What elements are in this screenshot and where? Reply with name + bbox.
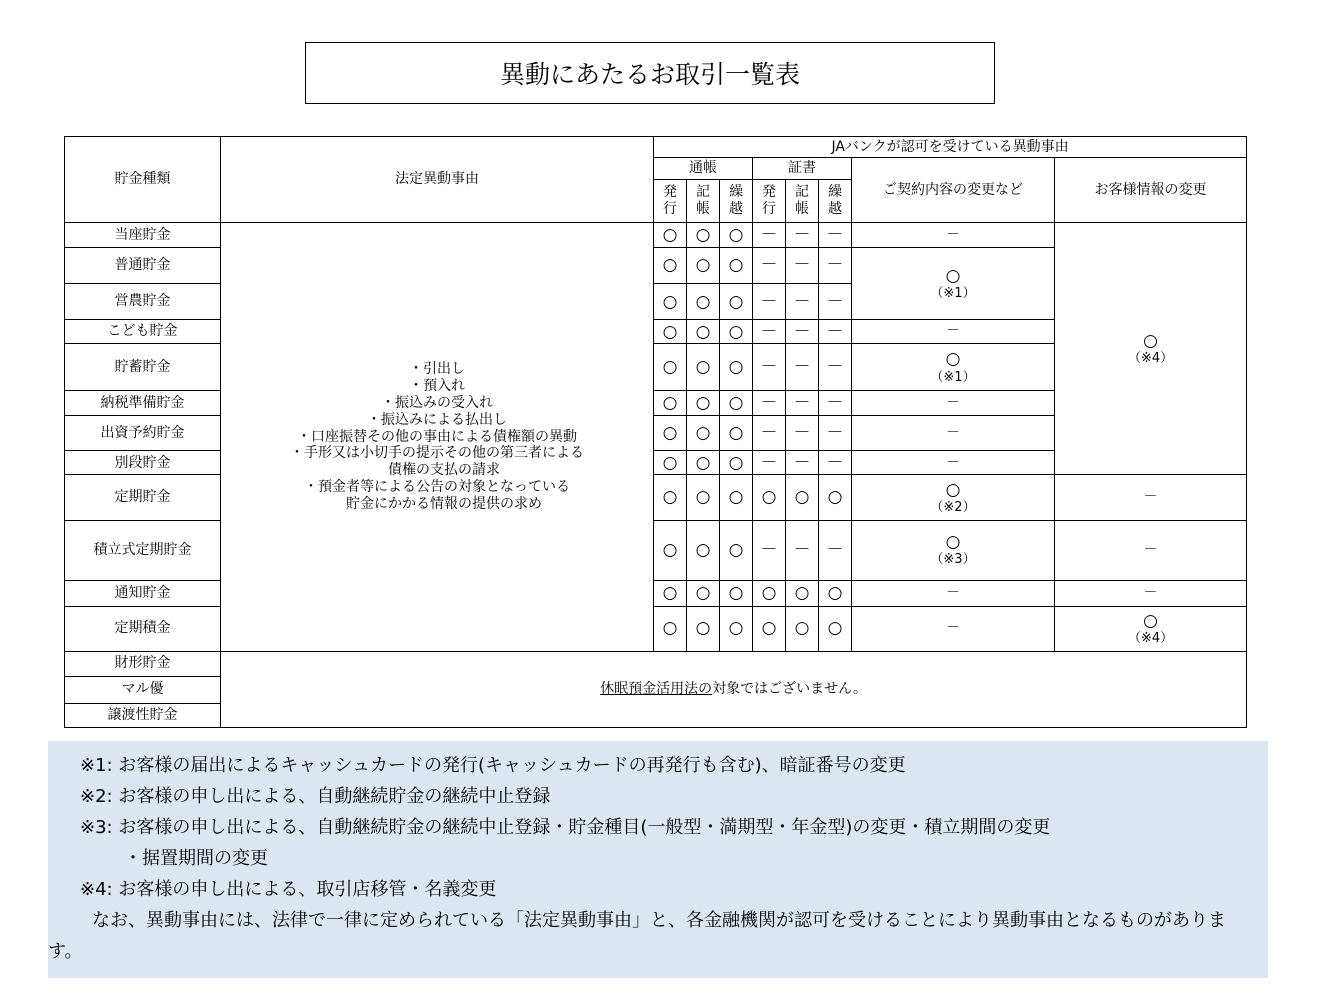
header-type: 貯金種類 [65, 137, 221, 223]
row-name: 貯蓄貯金 [65, 344, 221, 391]
mark-cell: ○ [720, 580, 753, 606]
row-name: 営農貯金 [65, 284, 221, 320]
excluded-note [221, 651, 1247, 727]
row-name: 当座貯金 [65, 223, 221, 248]
contract-cell: － [852, 606, 1055, 651]
circle-mark: ○ [945, 532, 961, 553]
mark-cell: ○ [819, 580, 852, 606]
header-passbook-issue: 発 行 [654, 180, 687, 223]
mark-cell: － [819, 416, 852, 451]
header-legal-reasons: 法定異動事由 [221, 137, 654, 223]
mark-cell: ○ [753, 580, 786, 606]
dormant-deposit-law-link[interactable]: 休眠預金活用法の [600, 680, 713, 697]
mark-cell: ○ [720, 475, 753, 520]
mark-cell: － [819, 520, 852, 580]
mark-cell: ○ [687, 520, 720, 580]
mark-cell: － [753, 284, 786, 320]
row-name: 積立式定期貯金 [65, 520, 221, 580]
mark-cell: ○ [687, 248, 720, 284]
footnote-4: ※4: お客様の申し出による、取引店移管・名義変更 [80, 879, 497, 900]
mark-cell: ○ [687, 223, 720, 248]
circle-mark: ○ [945, 349, 961, 370]
mark-cell: ○ [654, 451, 687, 475]
mark-cell: ○ [720, 520, 753, 580]
legal-reason-item: ・預入れ [409, 378, 465, 395]
footnote-3: ※3: お客様の申し出による、自動継続貯金の継続中止登録・貯金種目(一般型・満期型・年金型)の変更・積立期間の変更 [80, 817, 1051, 838]
header-certificate-issue: 発 行 [753, 180, 786, 223]
mark-cell: ○ [687, 606, 720, 651]
legal-reason-item: ・預金者等による公告の対象となっている [304, 478, 570, 495]
legal-reason-item: ・手形又は小切手の提示その他の第三者による [290, 445, 584, 462]
mark-cell: － [786, 520, 819, 580]
row-name: 通知貯金 [65, 580, 221, 606]
legal-reasons-list [221, 223, 654, 652]
contract-cell: － [852, 223, 1055, 248]
row-name: 定期貯金 [65, 475, 221, 520]
mark-cell: ○ [786, 580, 819, 606]
mark-cell: － [753, 344, 786, 391]
mark-cell: ○ [786, 606, 819, 651]
mark-cell: ○ [687, 580, 720, 606]
customer-cell [1055, 606, 1247, 651]
mark-cell: － [753, 248, 786, 284]
mark-cell: － [753, 451, 786, 475]
header-contract-change: ご契約内容の変更など [852, 158, 1055, 223]
mark-cell: － [819, 284, 852, 320]
row-name: こども貯金 [65, 320, 221, 344]
circle-mark: ○ [1143, 610, 1158, 631]
mark-cell: － [753, 520, 786, 580]
mark-cell: ○ [687, 416, 720, 451]
mark-cell: － [786, 416, 819, 451]
header-certificate-record: 記 帳 [786, 180, 819, 223]
contract-cell [852, 520, 1055, 580]
row-name: 譲渡性貯金 [65, 703, 221, 727]
contract-cell: － [852, 580, 1055, 606]
legal-reason-item: ・振込みの受入れ [381, 394, 493, 411]
header-customer-info: お客様情報の変更 [1055, 158, 1247, 223]
footnote-2: ※2: お客様の申し出による、自動継続貯金の継続中止登録 [80, 786, 551, 807]
mark-cell: ○ [720, 606, 753, 651]
contract-cell: － [852, 451, 1055, 475]
contract-cell: － [852, 320, 1055, 344]
mark-cell: － [786, 284, 819, 320]
mark-cell: ○ [654, 320, 687, 344]
mark-cell: － [819, 320, 852, 344]
circle-mark: ○ [945, 265, 961, 286]
mark-cell: ○ [687, 475, 720, 520]
mark-cell: ○ [720, 344, 753, 391]
mark-cell: － [786, 344, 819, 391]
mark-cell: ○ [753, 606, 786, 651]
mark-cell: － [786, 223, 819, 248]
mark-cell: ○ [720, 248, 753, 284]
customer-cell: － [1055, 520, 1247, 580]
mark-cell: ○ [720, 416, 753, 451]
mark-cell: － [786, 248, 819, 284]
row-name: 普通貯金 [65, 248, 221, 284]
mark-cell: ○ [654, 284, 687, 320]
legal-reason-item-cont: 貯金にかかる情報の提供の求め [346, 495, 542, 512]
mark-cell: － [786, 320, 819, 344]
mark-cell: ○ [654, 223, 687, 248]
mark-cell: ○ [720, 391, 753, 416]
mark-cell: ○ [753, 475, 786, 520]
mark-cell: － [786, 391, 819, 416]
closing-note: なお、異動事由には、法律で一律に定められている「法定異動事由」と、各金融機関が認可を受けることにより異動事由となるものがあります。 [48, 910, 1226, 962]
row-name: マル優 [65, 676, 221, 703]
page-title-text: 異動にあたるお取引一覧表 [499, 60, 800, 89]
footnote-3-cont: ・据置期間の変更 [124, 848, 268, 869]
footnotes-panel [48, 741, 1268, 978]
contract-cell [852, 475, 1055, 520]
mark-cell: ○ [786, 475, 819, 520]
mark-cell: － [819, 223, 852, 248]
footnote-1: ※1: お客様の届出によるキャッシュカードの発行(キャッシュカードの再発行も含む)、暗証番号の変更 [80, 755, 906, 776]
mark-cell: ○ [654, 416, 687, 451]
contract-cell: － [852, 416, 1055, 451]
note-ref: （※4） [1127, 351, 1174, 367]
legal-reason-item-cont: 債権の支払の請求 [388, 462, 500, 479]
mark-cell: ○ [819, 475, 852, 520]
header-certificate-carry: 繰 越 [819, 180, 852, 223]
excluded-note-text: 対象ではございません。 [712, 680, 867, 697]
header-passbook-record: 記 帳 [687, 180, 720, 223]
mark-cell: ○ [654, 580, 687, 606]
note-ref: （※1） [930, 369, 976, 385]
mark-cell: － [753, 416, 786, 451]
note-ref: （※1） [930, 286, 976, 302]
header-ja-reasons: JAバンクが認可を受けている異動事由 [654, 137, 1247, 158]
mark-cell: ○ [687, 451, 720, 475]
circle-mark: ○ [945, 479, 961, 500]
customer-cell: － [1055, 475, 1247, 520]
header-passbook: 通帳 [654, 158, 753, 180]
mark-cell: － [753, 391, 786, 416]
mark-cell: － [753, 223, 786, 248]
mark-cell: － [753, 320, 786, 344]
mark-cell: ○ [687, 344, 720, 391]
legal-reason-item: ・口座振替その他の事由による債権額の異動 [297, 428, 577, 445]
mark-cell: ○ [720, 320, 753, 344]
mark-cell: ○ [687, 284, 720, 320]
mark-cell: － [819, 451, 852, 475]
contract-cell: － [852, 391, 1055, 416]
customer-cell [1055, 223, 1247, 475]
note-ref: （※4） [1127, 631, 1174, 647]
mark-cell: － [819, 344, 852, 391]
mark-cell: － [819, 391, 852, 416]
note-ref: （※2） [930, 499, 976, 515]
row-name: 財形貯金 [65, 651, 221, 676]
mark-cell: ○ [720, 451, 753, 475]
page-title [305, 42, 995, 104]
legal-reason-item: ・振込みによる払出し [367, 411, 507, 428]
row-name: 定期積金 [65, 606, 221, 651]
customer-cell: － [1055, 580, 1247, 606]
row-name: 出資予約貯金 [65, 416, 221, 451]
mark-cell: ○ [654, 391, 687, 416]
mark-cell: ○ [720, 223, 753, 248]
mark-cell: － [819, 248, 852, 284]
transaction-table [64, 136, 1247, 728]
note-ref: （※3） [930, 552, 976, 568]
mark-cell: ○ [687, 320, 720, 344]
contract-cell [852, 248, 1055, 320]
mark-cell: ○ [654, 248, 687, 284]
mark-cell: ○ [687, 391, 720, 416]
contract-cell [852, 344, 1055, 391]
circle-mark: ○ [1143, 330, 1158, 351]
legal-reason-item: ・引出し [409, 361, 465, 378]
row-name: 別段貯金 [65, 451, 221, 475]
mark-cell: ○ [720, 284, 753, 320]
mark-cell: ○ [654, 520, 687, 580]
header-passbook-carry: 繰 越 [720, 180, 753, 223]
row-name: 納税準備貯金 [65, 391, 221, 416]
mark-cell: ○ [654, 344, 687, 391]
header-certificate: 証書 [753, 158, 852, 180]
mark-cell: ○ [654, 475, 687, 520]
mark-cell: ○ [819, 606, 852, 651]
mark-cell: ○ [654, 606, 687, 651]
mark-cell: － [786, 451, 819, 475]
